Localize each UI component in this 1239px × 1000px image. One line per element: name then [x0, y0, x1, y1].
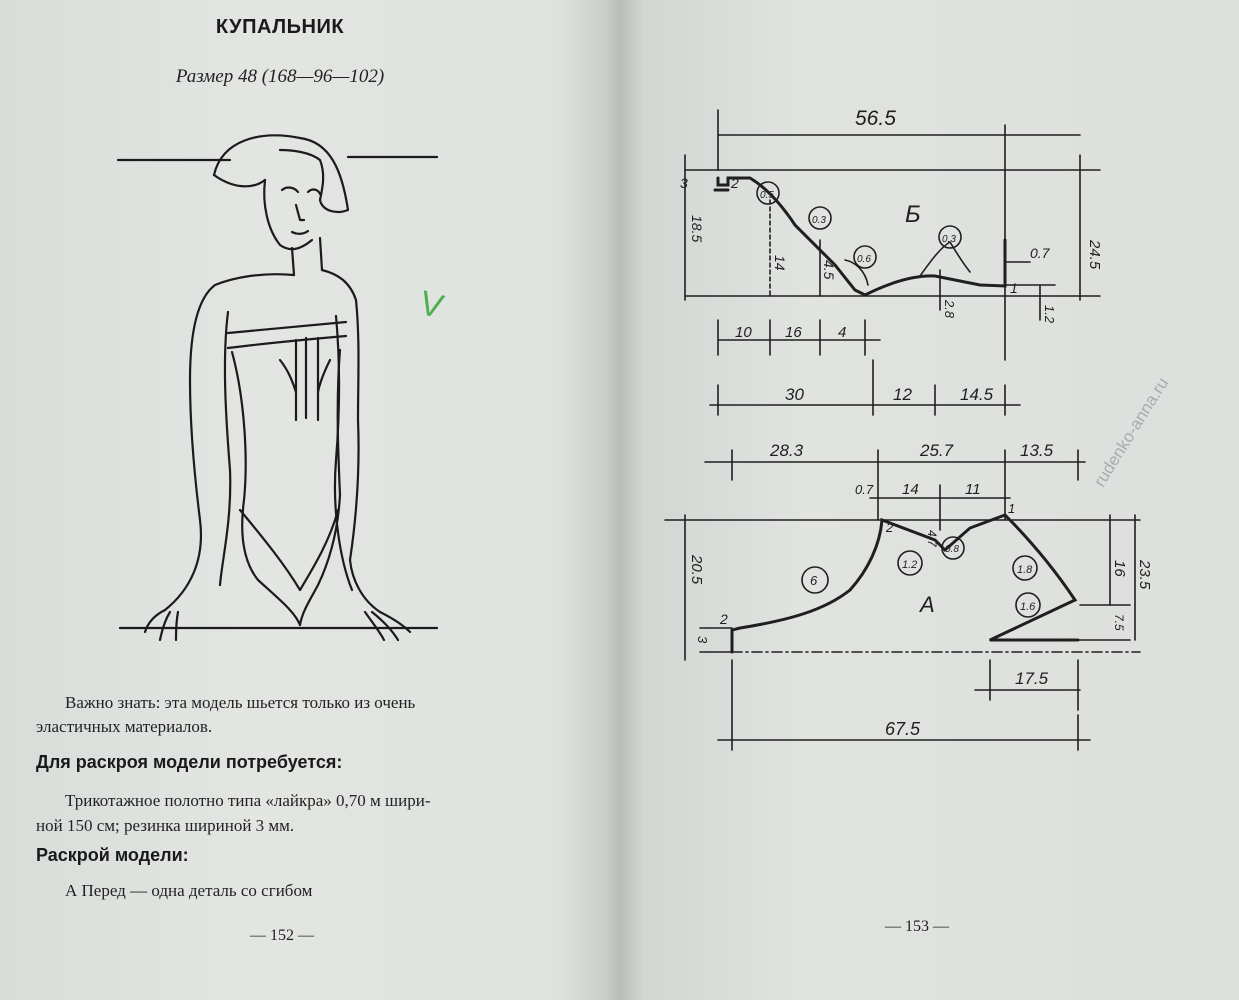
page-number-152: — 152 —: [250, 927, 314, 944]
materials-line-1: Трикотажное полотно типа «лайкра» 0,70 м шири-: [65, 791, 431, 810]
materials-line-2: ной 150 см; резинка шириной 3 мм.: [36, 816, 295, 835]
circle-a-1: 6: [810, 573, 818, 588]
dim-b-45: 4.5: [821, 260, 837, 280]
seg-16: 16: [785, 324, 802, 341]
dim-a-3: 3: [695, 636, 710, 644]
dim-a-135: 13.5: [1020, 441, 1054, 460]
pattern-a-label: А: [920, 592, 935, 617]
dim-b-14: 14: [772, 255, 788, 271]
dim-a-675: 67.5: [885, 719, 921, 739]
pattern-drawing: [610, 0, 1239, 1000]
note-line-2: эластичных материалов.: [36, 717, 213, 736]
page-title: КУПАЛЬНИК: [215, 16, 345, 38]
dim-a-283: 28.3: [770, 441, 804, 460]
dim-a-11: 11: [965, 481, 981, 498]
pattern-b-label: Б: [905, 201, 921, 228]
circle-b-2: 0.3: [812, 215, 826, 226]
dim-a-16: 16: [1111, 560, 1128, 577]
right-page: [610, 0, 1239, 1000]
dim-a-205: 20.5: [688, 555, 705, 585]
circle-a-5: 1.6: [1020, 601, 1036, 613]
marker-a-2b: 2: [886, 520, 894, 535]
margin-check-mark: V: [415, 283, 448, 327]
circle-b-1: 0.5: [760, 190, 774, 201]
seg-4: 4: [838, 324, 847, 341]
marker-b-2: 2: [731, 175, 739, 191]
dim-a-175: 17.5: [1015, 669, 1049, 688]
left-page: [0, 0, 600, 1000]
seg-10: 10: [735, 324, 752, 341]
dim-b-1: 1: [1010, 280, 1018, 296]
dim-a-235: 23.5: [1136, 560, 1153, 590]
dim-a-47: 4.7: [925, 530, 939, 547]
page-number-153: — 153 —: [885, 918, 949, 935]
size-label: Размер 48 (168—96—102): [175, 66, 385, 87]
heading-materials: Для раскроя модели потребуется:: [36, 752, 343, 772]
cutting-line-1: А Перед — одна деталь со сгибом: [65, 881, 313, 900]
dim-a-07: 0.7: [855, 482, 874, 497]
dim-b-left3: 3: [680, 175, 688, 191]
swimsuit-illustration: [0, 0, 600, 680]
dim-b-left185: 18.5: [689, 215, 705, 243]
circle-b-3: 0.6: [857, 254, 871, 265]
dim-b-height: 24.5: [1086, 240, 1103, 270]
dim-b-07: 0.7: [1030, 245, 1050, 261]
dim-b-28: 2.8: [942, 300, 957, 319]
seg-145: 14.5: [960, 385, 994, 404]
circle-a-4: 1.8: [1017, 564, 1033, 576]
heading-cutting: Раскрой модели:: [36, 845, 189, 865]
note-line-1: Важно знать: эта модель шьется только из очень: [65, 693, 416, 712]
circle-a-2: 1.2: [902, 559, 918, 571]
dim-a-14: 14: [902, 481, 919, 498]
dim-a-75: 7.5: [1112, 614, 1126, 631]
circle-b-4: 0.3: [942, 234, 956, 245]
dim-a-1: 1: [1008, 501, 1016, 516]
dim-b-width: 56.5: [855, 107, 896, 130]
seg-30: 30: [785, 385, 804, 404]
marker-a-2: 2: [720, 611, 728, 627]
seg-12: 12: [893, 385, 912, 404]
dim-a-257: 25.7: [920, 441, 954, 460]
dim-b-12: 1.2: [1042, 305, 1057, 324]
watermark: rudenko-anna.ru: [1090, 374, 1173, 491]
circle-a-3: 0.8: [945, 544, 959, 555]
